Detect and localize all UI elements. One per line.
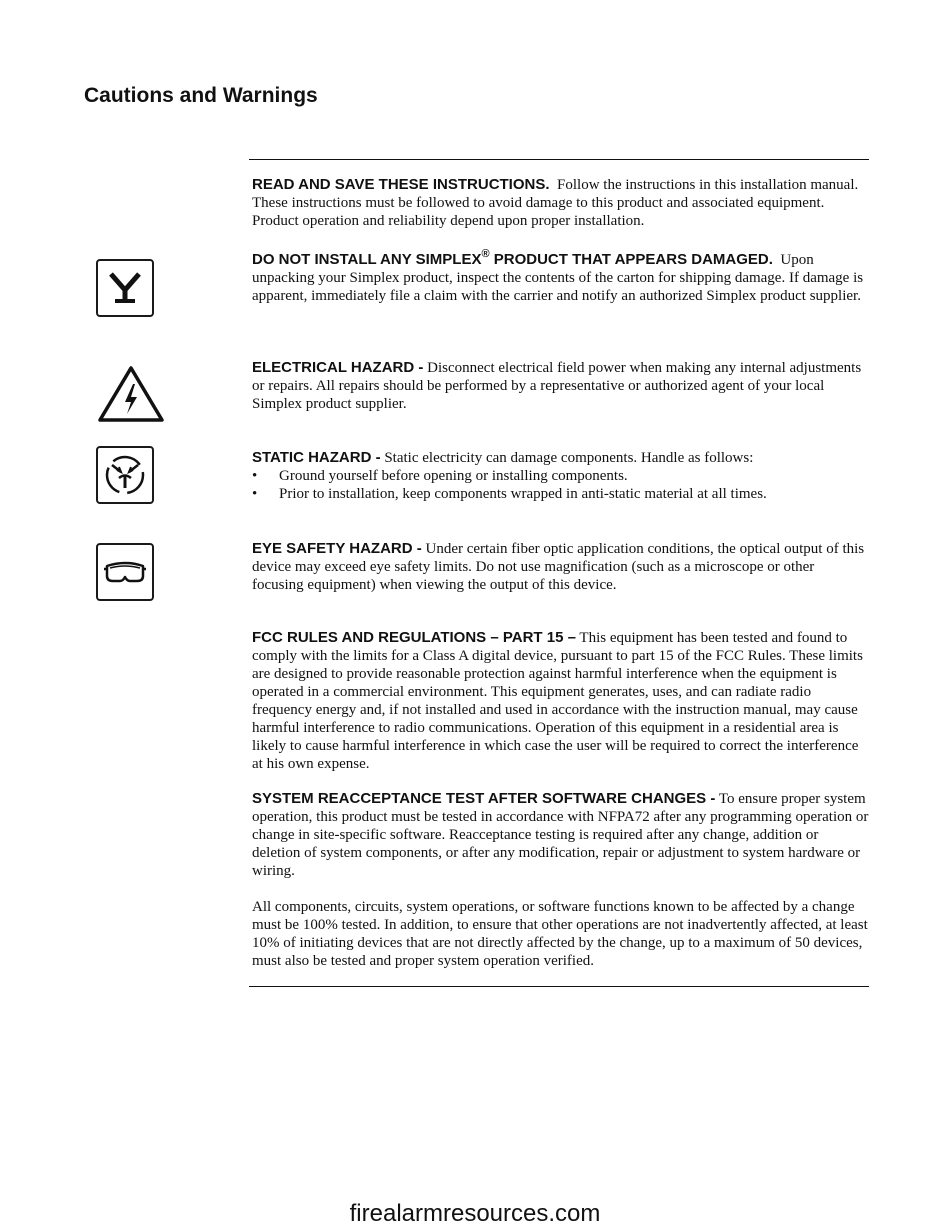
- section-static-hazard: [252, 449, 869, 503]
- section-fcc-rules: [252, 629, 869, 773]
- safety-goggles-icon: [96, 543, 154, 601]
- top-divider: [249, 159, 869, 160]
- bullet: •: [252, 468, 258, 484]
- list-item: [252, 467, 869, 485]
- section-heading: EYE SAFETY HAZARD -: [252, 540, 422, 557]
- section-body: Upon unpacking your Simplex product, inspect the contents of the carton for shipping damage. If damage is apparent, immediately file a claim with the carrier and notify an authorized Simplex product supplier.: [252, 252, 864, 304]
- section-body: Under certain fiber optic application conditions, the optical output of this device may exceed eye safety limits. Do not use magnification (such as a microscope or other focusing equipment) when viewing the output of this device.: [252, 541, 865, 593]
- registered-mark: ®: [481, 248, 490, 260]
- section-heading: READ AND SAVE THESE INSTRUCTIONS.: [252, 176, 550, 193]
- section-heading: STATIC HAZARD -: [252, 449, 381, 466]
- footer-url: firealarmresources.com: [349, 1200, 601, 1227]
- section-components-testing: [252, 898, 869, 970]
- section-heading: FCC RULES AND REGULATIONS – PART 15 –: [252, 629, 576, 646]
- section-do-not-install: [252, 248, 869, 305]
- section-heading: [252, 248, 773, 268]
- heading-text: PRODUCT THAT APPEARS DAMAGED.: [489, 251, 773, 268]
- heading-text: DO NOT INSTALL ANY SIMPLEX: [252, 251, 482, 268]
- section-heading: SYSTEM REACCEPTANCE TEST AFTER SOFTWARE CHANGES -: [252, 790, 716, 807]
- bottom-divider: [249, 986, 869, 987]
- section-body: This equipment has been tested and found to comply with the limits for a Class A digital device, pursuant to part 15 of the FCC Rules. These limits are designed to provide reasonable protection against harmful interference when the equipment is operated in a commercial environment. This equipment generates, uses, and can radiate radio frequency energy and, if not installed and used in accordance with the instruction manual, may cause harmful interference to radio communications. Operation of this equipment in a residential area is likely to cause harmful interference in which case the user will be required to correct the interference at his own expense.: [252, 630, 863, 772]
- section-body: Follow the instructions in this installation manual. These instructions must be followed to avoid damage to this product and associated equipment. Product operation and reliability depend upon proper installation.: [252, 177, 859, 229]
- static-hazard-icon: [96, 446, 154, 504]
- section-heading: ELECTRICAL HAZARD -: [252, 359, 424, 376]
- section-eye-safety-hazard: [252, 540, 869, 594]
- section-electrical-hazard: [252, 359, 869, 413]
- section-body: To ensure proper system operation, this product must be tested in accordance with NFPA72 after any programming operation or change in site-specific software. Reacceptance testing is required after any change, addition or deletion of system components, or after any modification, repair or adjustment to system hardware or wiring.: [252, 791, 869, 879]
- bullet: •: [252, 486, 258, 502]
- damaged-product-icon: [96, 259, 154, 317]
- electrical-hazard-icon: [97, 364, 165, 422]
- section-body: All components, circuits, system operations, or software functions known to be affected by a change must be 100% tested. In addition, to ensure that other operations are not inadvertently affected, at least 10% of initiating devices that are not directly affected by the change, up to a maximum of 50 devices, must also be tested and proper system operation verified.: [252, 899, 868, 969]
- list-item: [252, 485, 869, 503]
- section-read-and-save: [252, 176, 869, 230]
- section-body: Disconnect electrical field power when making any internal adjustments or repairs. All repairs should be performed by a representative or authorized agent of your local Simplex product supplier.: [252, 360, 862, 412]
- list-item-text: Ground yourself before opening or installing components.: [279, 468, 628, 484]
- list-item-text: Prior to installation, keep components wrapped in anti-static material at all times.: [279, 486, 767, 502]
- section-system-reacceptance: [252, 790, 869, 880]
- page-title: Cautions and Warnings: [84, 84, 318, 107]
- section-body: Static electricity can damage components. Handle as follows:: [384, 450, 754, 466]
- static-hazard-list: [252, 467, 869, 503]
